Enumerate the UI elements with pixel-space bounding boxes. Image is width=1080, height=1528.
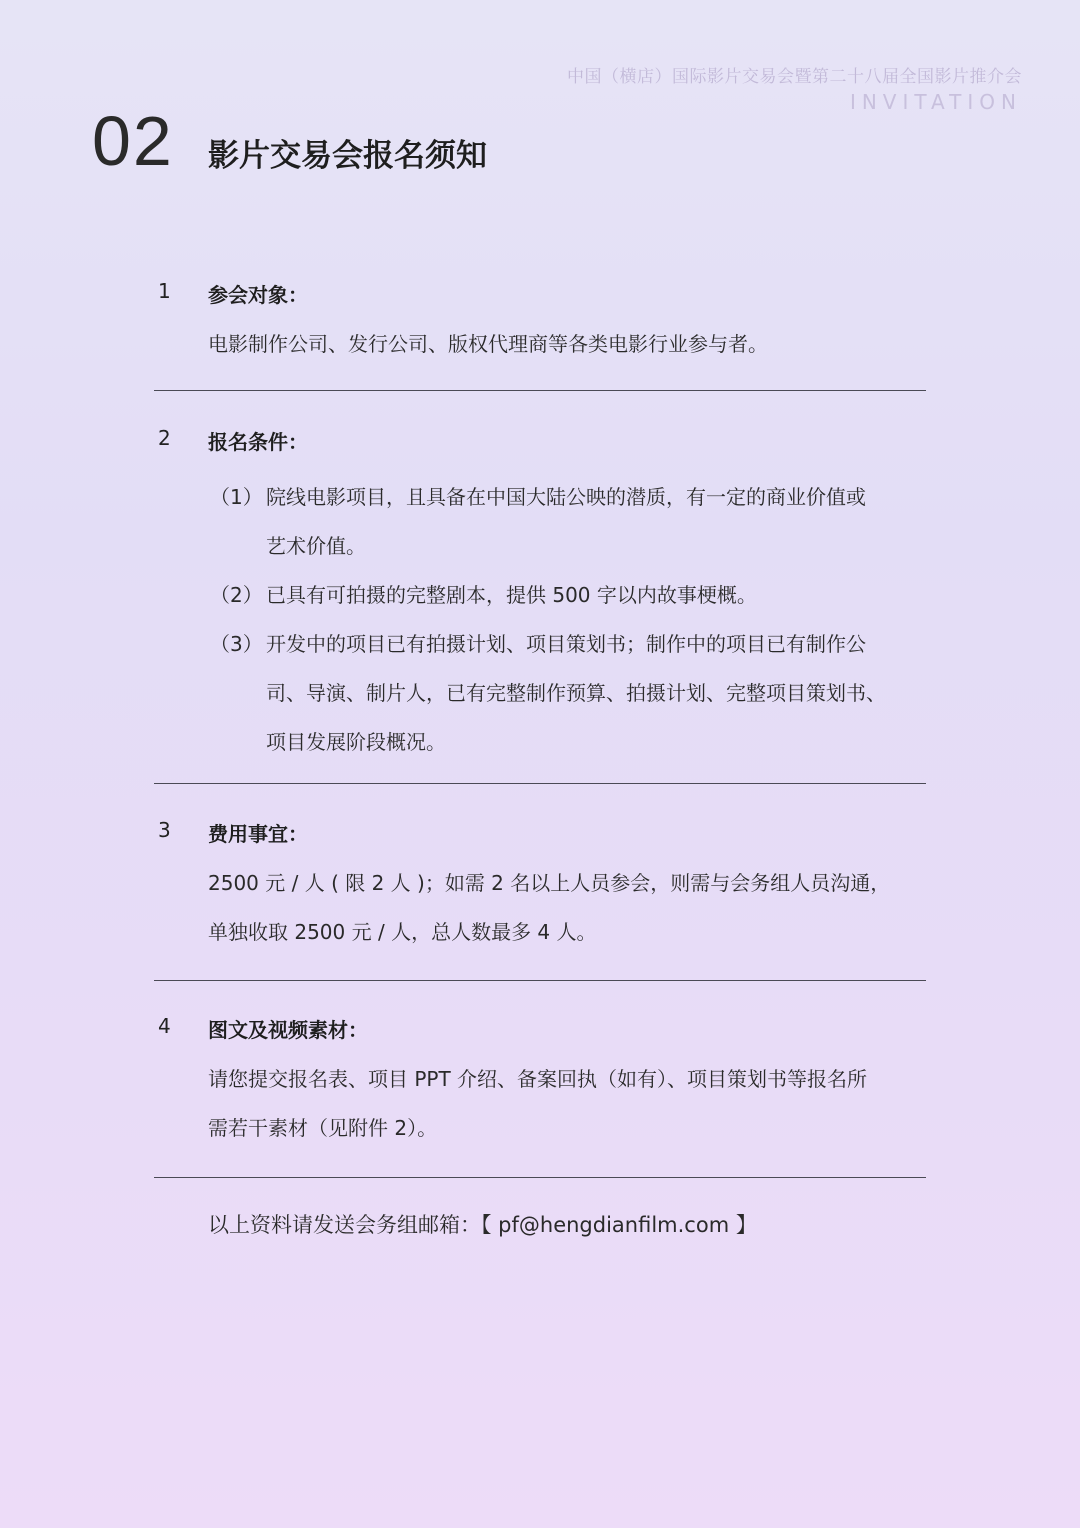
divider: [154, 390, 926, 391]
item-number: 2: [158, 426, 171, 450]
subitem-text-line: 艺术价值。: [266, 534, 366, 558]
item-text-line: 电影制作公司、发行公司、版权代理商等各类电影行业参与者。: [208, 332, 768, 356]
item-text-line: 单独收取 2500 元 / 人，总人数最多 4 人。: [208, 920, 597, 944]
invitation-label: INVITATION: [849, 90, 1022, 114]
subitem-marker: （1）: [210, 485, 263, 509]
item-title: 报名条件：: [208, 430, 308, 454]
subitem-text-line: 院线电影项目，且具备在中国大陆公映的潜质，有一定的商业价值或: [266, 485, 866, 509]
section-title: 影片交易会报名须知: [208, 138, 487, 174]
divider: [154, 980, 926, 981]
item-number: 1: [158, 279, 171, 303]
subitem-text-line: 已具有可拍摄的完整剧本，提供 500 字以内故事梗概。: [266, 583, 757, 607]
event-name-header: 中国（横店）国际影片交易会暨第二十八届全国影片推介会: [567, 67, 1022, 87]
item-title: 费用事宜：: [208, 822, 308, 846]
email-note: 以上资料请发送会务组邮箱：【 pf@hengdianfilm.com 】: [208, 1213, 757, 1237]
section-number: 02: [92, 102, 174, 180]
item-number: 3: [158, 818, 171, 842]
subitem-text-line: 项目发展阶段概况。: [266, 730, 446, 754]
item-text-line: 需若干素材（见附件 2）。: [208, 1116, 438, 1140]
subitem-text-line: 开发中的项目已有拍摄计划、项目策划书；制作中的项目已有制作公: [266, 632, 866, 656]
divider: [154, 1177, 926, 1178]
item-title: 参会对象：: [208, 283, 308, 307]
subitem-marker: （2）: [210, 583, 263, 607]
item-text-line: 2500 元 / 人 ( 限 2 人 )；如需 2 名以上人员参会，则需与会务组人员沟通，: [208, 871, 891, 895]
item-number: 4: [158, 1014, 171, 1038]
item-text-line: 请您提交报名表、项目 PPT 介绍、备案回执（如有）、项目策划书等报名所: [208, 1067, 868, 1091]
item-title: 图文及视频素材：: [208, 1018, 368, 1042]
divider: [154, 783, 926, 784]
subitem-marker: （3）: [210, 632, 263, 656]
subitem-text-line: 司、导演、制片人，已有完整制作预算、拍摄计划、完整项目策划书、: [266, 681, 886, 705]
